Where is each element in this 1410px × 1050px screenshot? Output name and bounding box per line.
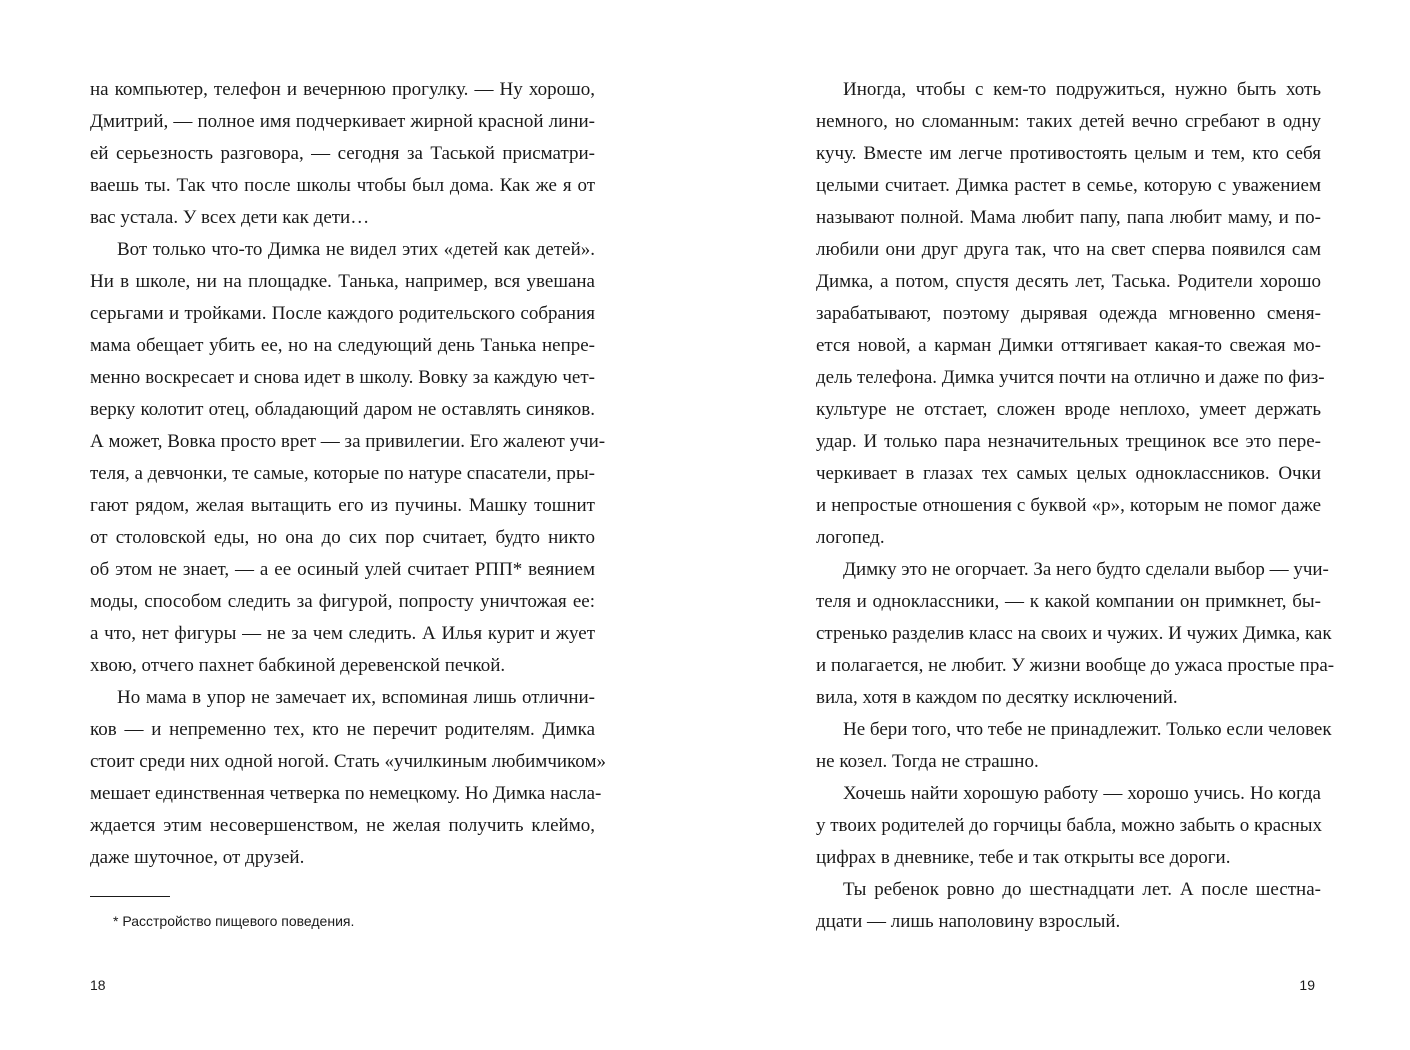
right-line-15: логопед. (816, 527, 885, 548)
left-line-14: гают рядом, желая вытащить его из пучины. Машку тошнит (90, 495, 595, 516)
right-line-4: целыми считает. Димка растет в семье, которую с уважением (816, 175, 1321, 196)
page-number-left: 18 (90, 977, 106, 993)
right-line-18: стренько разделив класс на своих и чужих. И чужих Димка, как (816, 623, 1332, 644)
left-line-20: Но мама в упор не замечает их, вспоминая лишь отлични- (117, 687, 595, 708)
left-line-5: вас устала. У всех дети как дети… (90, 207, 370, 228)
left-line-25: даже шуточное, от друзей. (90, 847, 305, 868)
right-line-3: кучу. Вместе им легче противостоять целым и тем, кто себя (816, 143, 1321, 164)
right-line-1: Иногда, чтобы с кем-то подружиться, нужно быть хоть (843, 79, 1321, 100)
page-number-right: 19 (1299, 977, 1315, 993)
left-line-24: ждается этим несовершенством, не желая получить клеймо, (90, 815, 595, 836)
right-line-2: немного, но сломанным: таких детей вечно сгребают в одну (816, 111, 1321, 132)
left-line-17: моды, способом следить за фигурой, попросту уничтожая ее: (90, 591, 595, 612)
right-line-19: и полагается, не любит. У жизни вообще до ужаса простые пра- (816, 655, 1335, 676)
right-line-7: Димка, а потом, спустя десять лет, Таська. Родители хорошо (816, 271, 1321, 292)
left-line-10: менно воскресает и снова идет в школу. Вовку за каждую чет- (90, 367, 595, 388)
right-line-13: черкивает в глазах тех самых целых одноклассников. Очки (816, 463, 1321, 484)
right-line-11: культуре не отстает, сложен вроде неплохо, умеет держать (816, 399, 1321, 420)
right-line-25: цифрах в дневнике, тебе и так открыты все дороги. (816, 847, 1231, 868)
right-line-10: дель телефона. Димка учится почти на отлично и даже по физ- (816, 367, 1325, 388)
left-line-1: на компьютер, телефон и вечернюю прогулку. — Ну хорошо, (90, 79, 595, 100)
right-line-12: удар. И только пара незначительных трещинок все это пере- (816, 431, 1321, 452)
right-line-16: Димку это не огорчает. За него будто сделали выбор — учи- (843, 559, 1329, 580)
right-line-27: дцати — лишь наполовину взрослый. (816, 911, 1121, 932)
right-line-9: ется новой, а карман Димки оттягивает какая-то свежая мо- (816, 335, 1321, 356)
right-line-21: Не бери того, что тебе не принадлежит. Только если человек (843, 719, 1332, 740)
footnote: * Расстройство пищевого поведения. (113, 913, 355, 929)
left-line-6: Вот только что-то Димка не видел этих «детей как детей». (117, 239, 595, 260)
left-line-13: теля, а девчонки, те самые, которые по натуре спасатели, пры- (90, 463, 595, 484)
left-line-2: Дмитрий, — полное имя подчеркивает жирной красной лини- (90, 111, 595, 132)
right-line-6: любили они друг друга так, что на свет сперва появился сам (816, 239, 1321, 260)
left-line-11: верку колотит отец, обладающий даром не оставлять синяков. (90, 399, 595, 420)
left-line-16: об этом не знает, — а ее осиный улей считает РПП* веянием (90, 559, 595, 580)
left-line-19: хвою, отчего пахнет бабкиной деревенской печкой. (90, 655, 506, 676)
right-line-8: зарабатывают, поэтому дырявая одежда мгновенно сменя- (816, 303, 1321, 324)
right-line-24: у твоих родителей до горчицы бабла, можно забыть о красных (816, 815, 1323, 836)
left-line-22: стоит среди них одной ногой. Стать «училкиным любимчиком» (90, 751, 606, 772)
left-line-21: ков — и непременно тех, кто не перечит родителям. Димка (90, 719, 595, 740)
right-line-5: называют полной. Мама любит папу, папа любит маму, и по- (816, 207, 1321, 228)
right-line-23: Хочешь найти хорошую работу — хорошо учись. Но когда (843, 783, 1321, 804)
right-line-26: Ты ребенок ровно до шестнадцати лет. А после шестна- (843, 879, 1321, 900)
left-line-7: Ни в школе, ни на площадке. Танька, например, вся увешана (90, 271, 595, 292)
left-line-12: А может, Вовка просто врет — за привилегии. Его жалеют учи- (90, 431, 606, 452)
right-page (705, 0, 1410, 1050)
right-line-17: теля и одноклассники, — к какой компании он примкнет, бы- (816, 591, 1321, 612)
right-line-22: не козел. Тогда не страшно. (816, 751, 1039, 772)
right-line-20: вила, хотя в каждом по десятку исключений. (816, 687, 1178, 708)
footnote-rule (90, 896, 170, 897)
left-line-8: серьгами и тройками. После каждого родительского собрания (90, 303, 595, 324)
left-line-23: мешает единственная четверка по немецкому. Но Димка насла- (90, 783, 602, 804)
left-line-4: ваешь ты. Так что после школы чтобы был дома. Как же я от (90, 175, 595, 196)
left-line-18: а что, нет фигуры — не за чем следить. А Илья курит и жует (90, 623, 595, 644)
left-line-15: от столовской еды, но она до сих пор считает, будто никто (90, 527, 595, 548)
left-line-3: ей серьезность разговора, — сегодня за Таськой присматри- (90, 143, 595, 164)
right-line-14: и непростые отношения с буквой «р», которым не помог даже (816, 495, 1321, 516)
left-line-9: мама обещает убить ее, но на следующий день Танька непре- (90, 335, 595, 356)
